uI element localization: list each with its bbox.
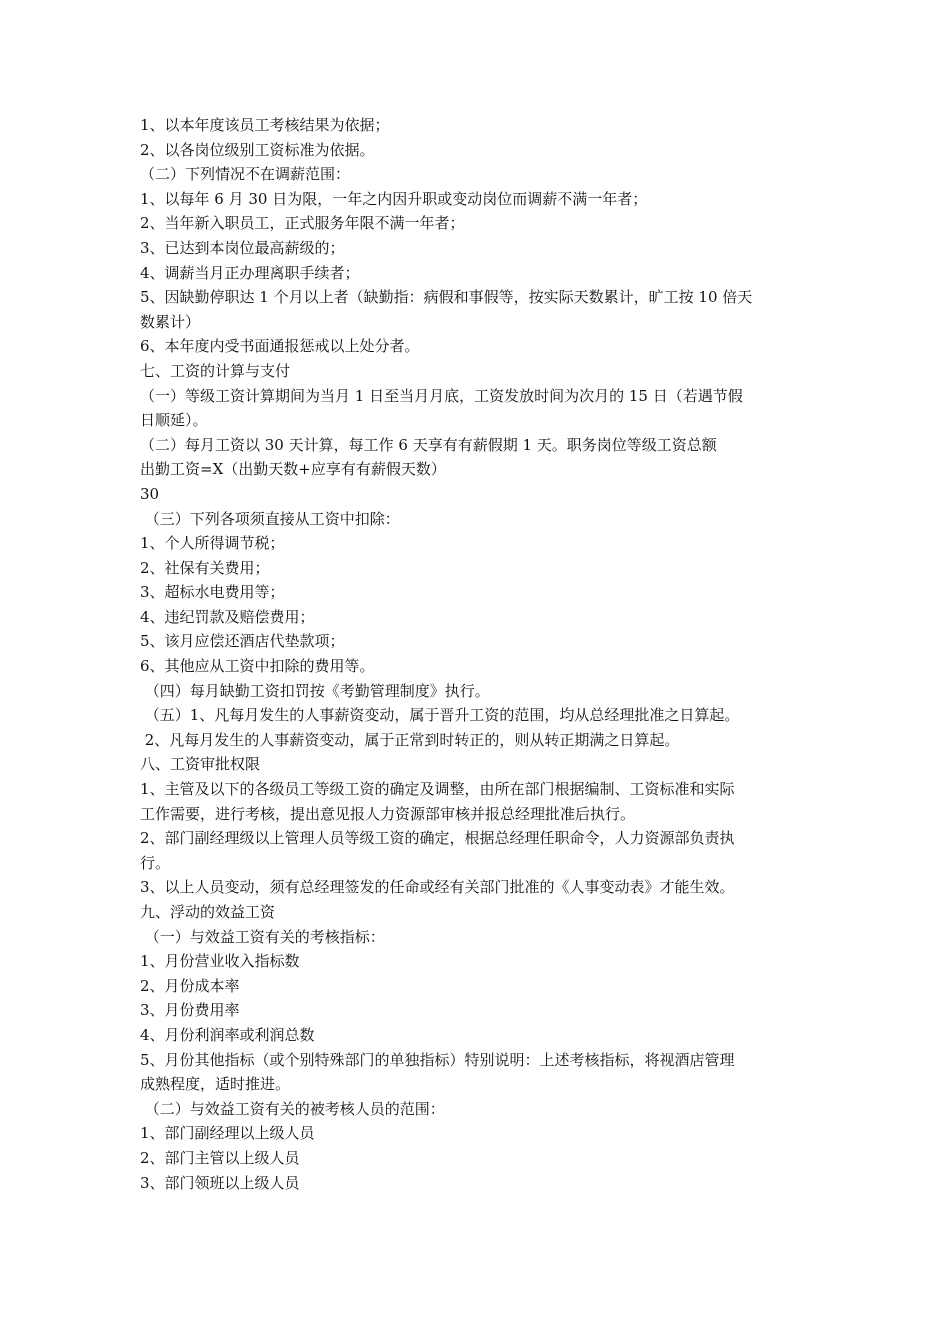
text-line: 工作需要，进行考核，提出意见报人力资源部审核并报总经理批准后执行。 [140,804,636,823]
text-line: （二）与效益工资有关的被考核人员的范围： [140,1099,445,1118]
text-line: （一）等级工资计算期间为当月 1 日至当月月底，工资发放时间为次月的 15 日（若遇节假 [140,386,743,405]
text-line: 4、月份利润率或利润总数 [140,1025,315,1044]
text-line: 日顺延）。 [140,411,208,430]
text-line: 1、以每年 6 月 30 日为限，一年之内因升职或变动岗位而调薪不满一年者； [140,189,648,208]
text-line: 出勤工资=X（出勤天数+应享有有薪假天数） [140,460,446,479]
text-line: 2、部门主管以上级人员 [140,1148,300,1167]
text-line: 2、当年新入职员工，正式服务年限不满一年者； [140,214,465,233]
text-line: 1、以本年度该员工考核结果为依据； [140,116,390,134]
text-line: 3、部门领班以上级人员 [140,1173,300,1192]
text-line: 4、调薪当月正办理离职手续者； [140,263,360,282]
text-line: 2、以各岗位级别工资标准为依据。 [140,140,375,159]
text-line: 1、部门副经理以上级人员 [140,1124,315,1143]
text-line: （二）下列情况不在调薪范围： [140,165,351,184]
text-line: 1、主管及以下的各级员工等级工资的确定及调整，由所在部门根据编制、工资标准和实际 [140,780,735,799]
text-line: 3、已达到本岗位最高薪级的； [140,238,345,257]
text-line: 1、个人所得调节税； [140,534,285,553]
text-line: 30 [140,484,160,503]
text-line: 九、浮动的效益工资 [140,903,276,921]
document-body [140,113,830,1195]
text-line: 3、以上人员变动，须有总经理签发的任命或经有关部门批准的《人事变动表》才能生效。 [140,878,735,897]
text-line: 4、违纪罚款及赔偿费用； [140,607,315,626]
text-line: 七、工资的计算与支付 [140,361,291,380]
text-line: （二）每月工资以 30 天计算，每工作 6 天享有有薪假期 1 天。职务岗位等级工资总额 [140,435,717,454]
text-line: 2、凡每月发生的人事薪资变动，属于正常到时转正的，则从转正期满之日算起。 [140,730,680,749]
text-line: （四）每月缺勤工资扣罚按《考勤管理制度》执行。 [140,681,490,700]
text-line: 1、月份营业收入指标数 [140,952,300,971]
text-line: 行。 [140,853,171,872]
text-line: 5、该月应偿还酒店代垫款项； [140,632,345,651]
text-line: 5、月份其他指标（或个别特殊部门的单独指标）特别说明：上述考核指标，将视酒店管理 [140,1050,735,1069]
text-line: 5、因缺勤停职达 1 个月以上者（缺勤指：病假和事假等，按实际天数累计，旷工按 10 倍天 [140,288,753,307]
text-line: 2、社保有关费用； [140,558,270,577]
text-line: 2、月份成本率 [140,976,240,995]
text-line: （五）1、凡每月发生的人事薪资变动，属于晋升工资的范围，均从总经理批准之日算起。 [140,706,740,725]
text-line: 数累计） [140,312,201,331]
text-line: （一）与效益工资有关的考核指标： [140,927,385,946]
text-line: 八、工资审批权限 [140,755,261,774]
text-line: 3、月份费用率 [140,1001,240,1020]
text-line: 成熟程度，适时推进。 [140,1075,291,1094]
text-line: （三）下列各项须直接从工资中扣除： [140,509,400,528]
text-line: 6、本年度内受书面通报惩戒以上处分者。 [140,337,420,356]
text-line: 3、超标水电费用等； [140,583,285,602]
text-line: 2、部门副经理级以上管理人员等级工资的确定，根据总经理任职命令，人力资源部负责执 [140,829,735,848]
text-line: 6、其他应从工资中扣除的费用等。 [140,657,375,676]
